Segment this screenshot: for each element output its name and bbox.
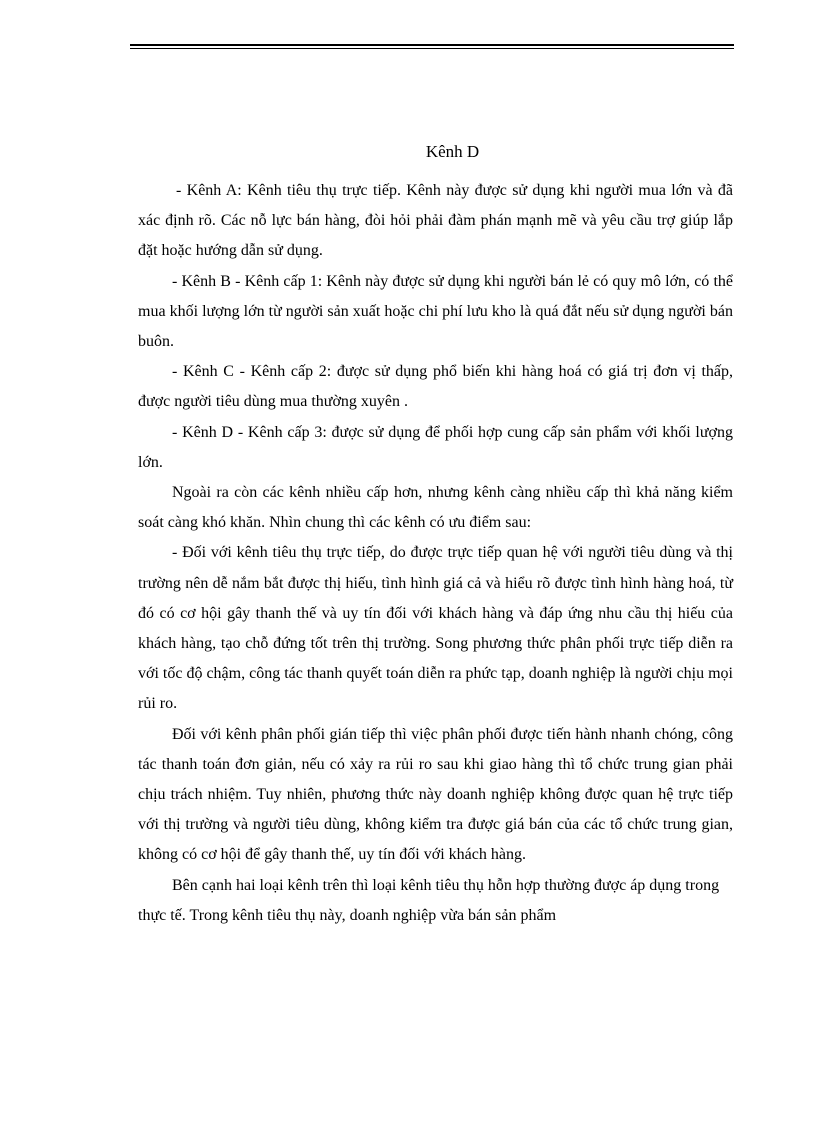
header-rule-thick <box>130 44 734 46</box>
paragraph-kenh-b: - Kênh B - Kênh cấp 1: Kênh này được sử dụng khi người bán lẻ có quy mô lớn, có thể mua khối lượng lớn từ người sản xuất hoặc chi phí lưu kho là quá đắt nếu sử dụng người bán buôn. <box>138 272 733 351</box>
section-heading: Kênh D <box>425 142 480 161</box>
paragraph-indirect-channel: Đối với kênh phân phối gián tiếp thì việc phân phối được tiến hành nhanh chóng, công tác thanh toán đơn giản, nếu có xảy ra rủi ro sau khi giao hàng thì tổ chức trung gian phải chịu trách nhiệm. Tuy nhiên, phương thức này doanh nghiệp không được quan hệ trực tiếp với thị trường và người tiêu dùng, không kiểm tra được giá bán của các tổ chức trung gian, không có cơ hội để gây thanh thế, uy tín đối với khách hàng. <box>138 725 733 864</box>
paragraph-multi-level: Ngoài ra còn các kênh nhiều cấp hơn, nhưng kênh càng nhiều cấp thì khả năng kiểm soát càng khó khăn. Nhìn chung thì các kênh có ưu điểm sau: <box>138 484 733 532</box>
paragraph-kenh-a: - Kênh A: Kênh tiêu thụ trực tiếp. Kênh này được sử dụng khi người mua lớn và đã xác định rõ. Các nỗ lực bán hàng, đòi hỏi phải đàm phán mạnh mẽ và yêu cầu trợ giúp lắp đặt hoặc hướng dẫn sử dụng. <box>138 182 733 260</box>
paragraph-kenh-d: - Kênh D - Kênh cấp 3: được sử dụng để phối hợp cung cấp sản phẩm với khối lượng lớn. <box>138 423 733 471</box>
header-rule-thin <box>130 48 734 49</box>
body-text <box>138 176 733 931</box>
paragraph-direct-channel: - Đối với kênh tiêu thụ trực tiếp, do được trực tiếp quan hệ với người tiêu dùng và thị trường nên dễ nắm bắt được thị hiếu, tình hình giá cả và hiểu rõ được tình hình hàng hoá, từ đó có cơ hội gây thanh thế và uy tín đối với khách hàng và đáp ứng nhu cầu thị hiếu của khách hàng, tạo chỗ đứng tốt trên thị trường. Song phương thức phân phối trực tiếp diễn ra với tốc độ chậm, công tác thanh quyết toán diễn ra phức tạp, doanh nghiệp là người chịu mọi rủi ro. <box>138 544 733 713</box>
paragraph-mixed-channel: Bên cạnh hai loại kênh trên thì loại kênh tiêu thụ hỗn hợp thường được áp dụng trong thực tế. Trong kênh tiêu thụ này, doanh nghiệp vừa bán sản phẩm <box>138 876 720 924</box>
header-double-rule <box>130 44 734 50</box>
paragraph-kenh-c: - Kênh C - Kênh cấp 2: được sử dụng phổ biến khi hàng hoá có giá trị đơn vị thấp, được người tiêu dùng mua thường xuyên . <box>138 363 733 411</box>
